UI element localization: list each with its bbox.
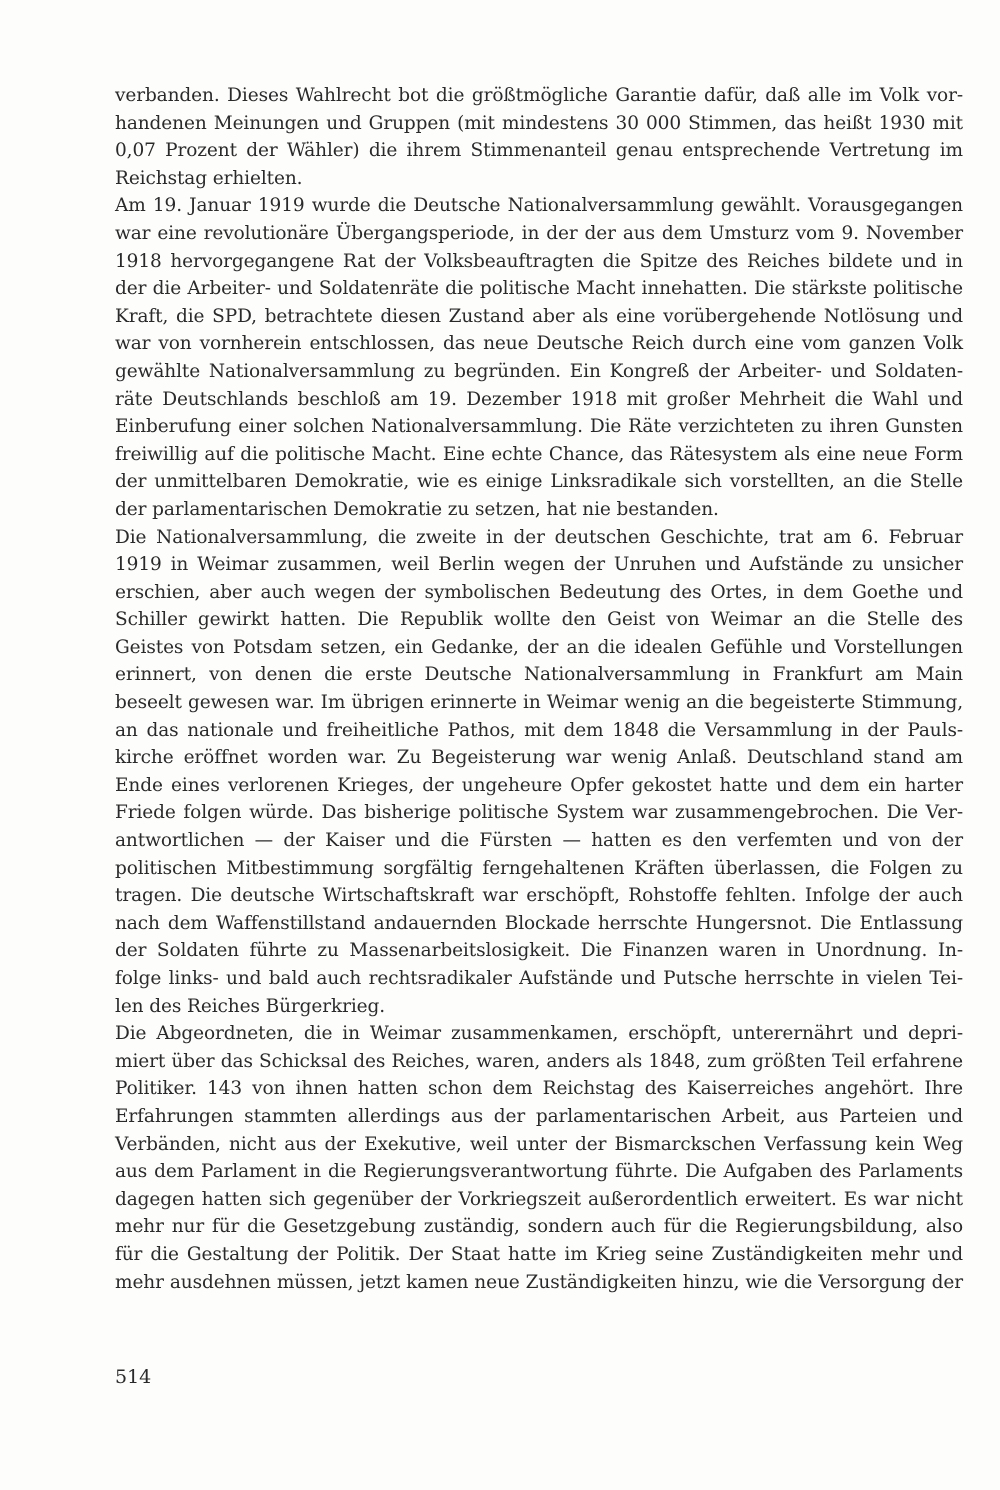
text-line: mehr nur für die Gesetzgebung zuständig, sondern auch für die Regierungsbildung, also bbox=[115, 1216, 963, 1238]
text-line: Ende eines verlorenen Krieges, der ungeheure Opfer gekostet hatte und dem ein harter bbox=[115, 774, 963, 796]
text-line: Schiller gewirkt hatten. Die Republik wollte den Geist von Weimar an die Stelle des bbox=[115, 609, 963, 631]
text-line: antwortlichen — der Kaiser und die Fürsten — hatten es den verfemten und von der bbox=[115, 830, 963, 852]
text-line: miert über das Schicksal des Reiches, waren, anders als 1848, zum größten Teil erfahrene bbox=[115, 1050, 963, 1072]
text-line: handenen Meinungen und Gruppen (mit mindestens 30 000 Stimmen, das heißt 1930 mit bbox=[115, 112, 963, 134]
text-line: verbanden. Dieses Wahlrecht bot die größtmögliche Garantie dafür, daß alle im Volk vor- bbox=[115, 85, 963, 106]
text-line: gewählte Nationalversammlung zu begründen. Ein Kongreß der Arbeiter- und Soldaten- bbox=[115, 360, 963, 382]
text-line: räte Deutschlands beschloß am 19. Dezember 1918 mit großer Mehrheit die Wahl und bbox=[115, 388, 963, 410]
page-number: 514 bbox=[115, 1366, 152, 1388]
text-line: freiwillig auf die politische Macht. Eine echte Chance, das Rätesystem als eine neue Form bbox=[115, 443, 963, 465]
text-line: Am 19. Januar 1919 wurde die Deutsche Nationalversammlung gewählt. Vorausgegangen bbox=[115, 195, 963, 217]
text-line: mehr ausdehnen müssen, jetzt kamen neue Zuständigkeiten hinzu, wie die Versorgung der bbox=[115, 1271, 963, 1293]
text-line: 1919 in Weimar zusammen, weil Berlin wegen der Unruhen und Aufstände zu unsicher bbox=[115, 554, 963, 576]
text-line: dagegen hatten sich gegenüber der Vorkriegszeit außerordentlich erweitert. Es war nicht bbox=[115, 1188, 963, 1210]
text-line: war von vornherein entschlossen, das neue Deutsche Reich durch eine vom ganzen Volk bbox=[115, 333, 963, 355]
text-line: Die Nationalversammlung, die zweite in der deutschen Geschichte, trat am 6. Februar bbox=[115, 526, 963, 548]
text-line: Politiker. 143 von ihnen hatten schon dem Reichstag des Kaiserreiches angehört. Ihre bbox=[115, 1078, 963, 1100]
text-line: Kraft, die SPD, betrachtete diesen Zustand aber als eine vorübergehende Notlösung und bbox=[115, 305, 963, 327]
text-line: Verbänden, nicht aus der Exekutive, weil unter der Bismarckschen Verfassung kein Weg bbox=[115, 1133, 963, 1155]
text-line: len des Reiches Bürgerkrieg. bbox=[115, 995, 386, 1017]
text-line: Einberufung einer solchen Nationalversammlung. Die Räte verzichteten zu ihren Gunsten bbox=[115, 416, 963, 438]
text-line: 1918 hervorgegangene Rat der Volksbeauftragten die Spitze des Reiches bildete und in bbox=[115, 250, 963, 272]
text-line: Geistes von Potsdam setzen, ein Gedanke, der an die idealen Gefühle und Vorstellungen bbox=[115, 636, 963, 658]
text-line: der unmittelbaren Demokratie, wie es einige Linksradikale sich vorstellten, an die Stelle bbox=[115, 471, 963, 493]
text-line: tragen. Die deutsche Wirtschaftskraft war erschöpft, Rohstoffe fehlten. Infolge der auch bbox=[115, 885, 963, 907]
text-line: für die Gestaltung der Politik. Der Staat hatte im Krieg seine Zuständigkeiten mehr und bbox=[115, 1243, 963, 1265]
text-line: Friede folgen würde. Das bisherige politische System war zusammengebrochen. Die Ver- bbox=[115, 802, 963, 824]
text-line: Die Abgeordneten, die in Weimar zusammenkamen, erschöpft, unterernährt und depri- bbox=[115, 1023, 963, 1045]
text-line: 0,07 Prozent der Wähler) die ihrem Stimmenanteil genau entsprechende Vertretung im bbox=[115, 140, 963, 162]
text-line: war eine revolutionäre Übergangsperiode, in der der aus dem Umsturz vom 9. November bbox=[115, 222, 963, 244]
text-line: erschien, aber auch wegen der symbolischen Bedeutung des Ortes, in dem Goethe und bbox=[115, 581, 963, 603]
text-line: beseelt gewesen war. Im übrigen erinnerte in Weimar wenig an die begeisterte Stimmung, bbox=[115, 692, 963, 714]
text-line: an das nationale und freiheitliche Pathos, mit dem 1848 die Versammlung in der Pauls- bbox=[115, 719, 963, 741]
text-line: Erfahrungen stammten allerdings aus der parlamentarischen Arbeit, aus Parteien und bbox=[115, 1105, 963, 1127]
text-line: politischen Mitbestimmung sorgfältig ferngehaltenen Kräften überlassen, die Folgen zu bbox=[115, 857, 963, 879]
text-line: nach dem Waffenstillstand andauernden Blockade herrschte Hungersnot. Die Entlassung bbox=[115, 912, 963, 934]
text-line: Reichstag erhielten. bbox=[115, 167, 303, 189]
text-line: erinnert, von denen die erste Deutsche Nationalversammlung in Frankfurt am Main bbox=[115, 664, 963, 686]
text-line: folge links- und bald auch rechtsradikaler Aufstände und Putsche herrschte in vielen Tei- bbox=[115, 968, 963, 989]
text-line: der Soldaten führte zu Massenarbeitslosigkeit. Die Finanzen waren in Unordnung. In- bbox=[115, 940, 963, 962]
text-line: kirche eröffnet worden war. Zu Begeisterung war wenig Anlaß. Deutschland stand am bbox=[115, 747, 963, 769]
body-text bbox=[115, 82, 963, 1296]
text-line: der parlamentarischen Demokratie zu setzen, hat nie bestanden. bbox=[115, 498, 719, 520]
text-line: der die Arbeiter- und Soldatenräte die politische Macht innehatten. Die stärkste politische bbox=[115, 278, 963, 300]
text-line: aus dem Parlament in die Regierungsverantwortung führte. Die Aufgaben des Parlaments bbox=[115, 1161, 963, 1183]
